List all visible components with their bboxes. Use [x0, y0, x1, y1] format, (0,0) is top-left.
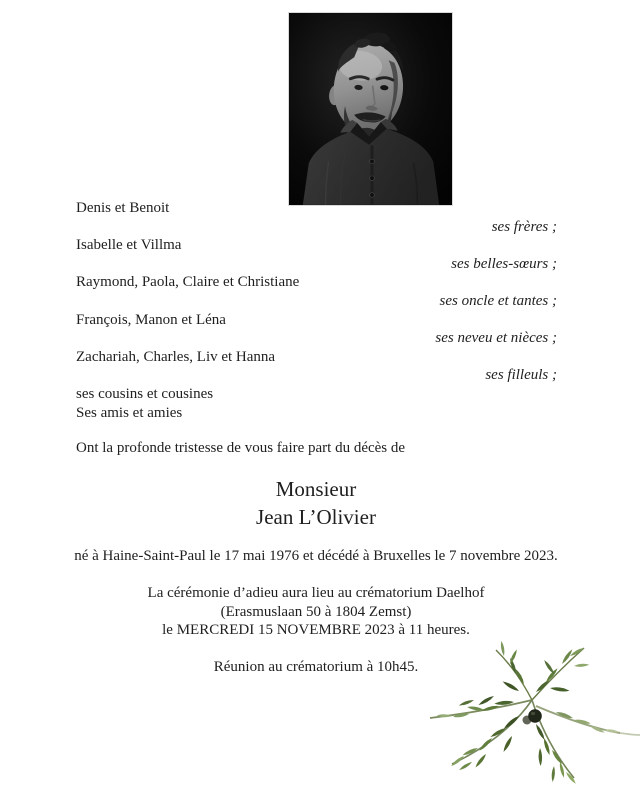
ceremony-address-line: (Erasmuslaan 50 à 1804 Zemst): [220, 603, 412, 620]
family-name-line: Ses amis et amies: [76, 404, 183, 421]
relation-line: ses belles-sœurs ;: [451, 255, 557, 272]
deceased-name-block: [0, 476, 632, 531]
olive-branch-graphic: [424, 636, 642, 788]
deceased-name: Jean L’Olivier: [256, 504, 376, 529]
family-name-line: Denis et Benoit: [76, 200, 170, 216]
ceremony-location-line: La cérémonie d’adieu aura lieu au crématorium Daelhof: [147, 585, 485, 601]
relation-line: ses filleuls ;: [485, 367, 557, 384]
portrait-photo: [288, 12, 453, 206]
relation-line: ses frères ;: [491, 218, 557, 235]
family-list: [76, 199, 557, 422]
ceremony-details: [0, 584, 632, 640]
olive-branch-image: [424, 636, 642, 788]
family-name-line: Zachariah, Charles, Liv et Hanna: [76, 348, 276, 365]
ceremony-date-line: le MERCREDI 15 NOVEMBRE 2023 à 11 heures.: [162, 622, 470, 639]
life-dates-line: né à Haine-Saint-Paul le 17 mai 1976 et décédé à Bruxelles le 7 novembre 2023.: [74, 548, 558, 564]
deceased-title: Monsieur: [275, 477, 357, 501]
portrait-photo-image: [289, 13, 452, 205]
relation-line: ses neveu et nièces ;: [435, 330, 557, 347]
meeting-line: Réunion au crématorium à 10h45.: [213, 659, 419, 675]
family-name-line: François, Manon et Léna: [76, 311, 226, 328]
family-name-line: ses cousins et cousines: [76, 385, 214, 402]
relation-line: ses oncle et tantes ;: [439, 292, 557, 309]
family-name-line: Raymond, Paola, Claire et Christiane: [76, 274, 300, 291]
announcement-sentence: Ont la profonde tristesse de vous faire part du décès de: [76, 440, 406, 456]
family-name-line: Isabelle et Villma: [76, 237, 182, 254]
